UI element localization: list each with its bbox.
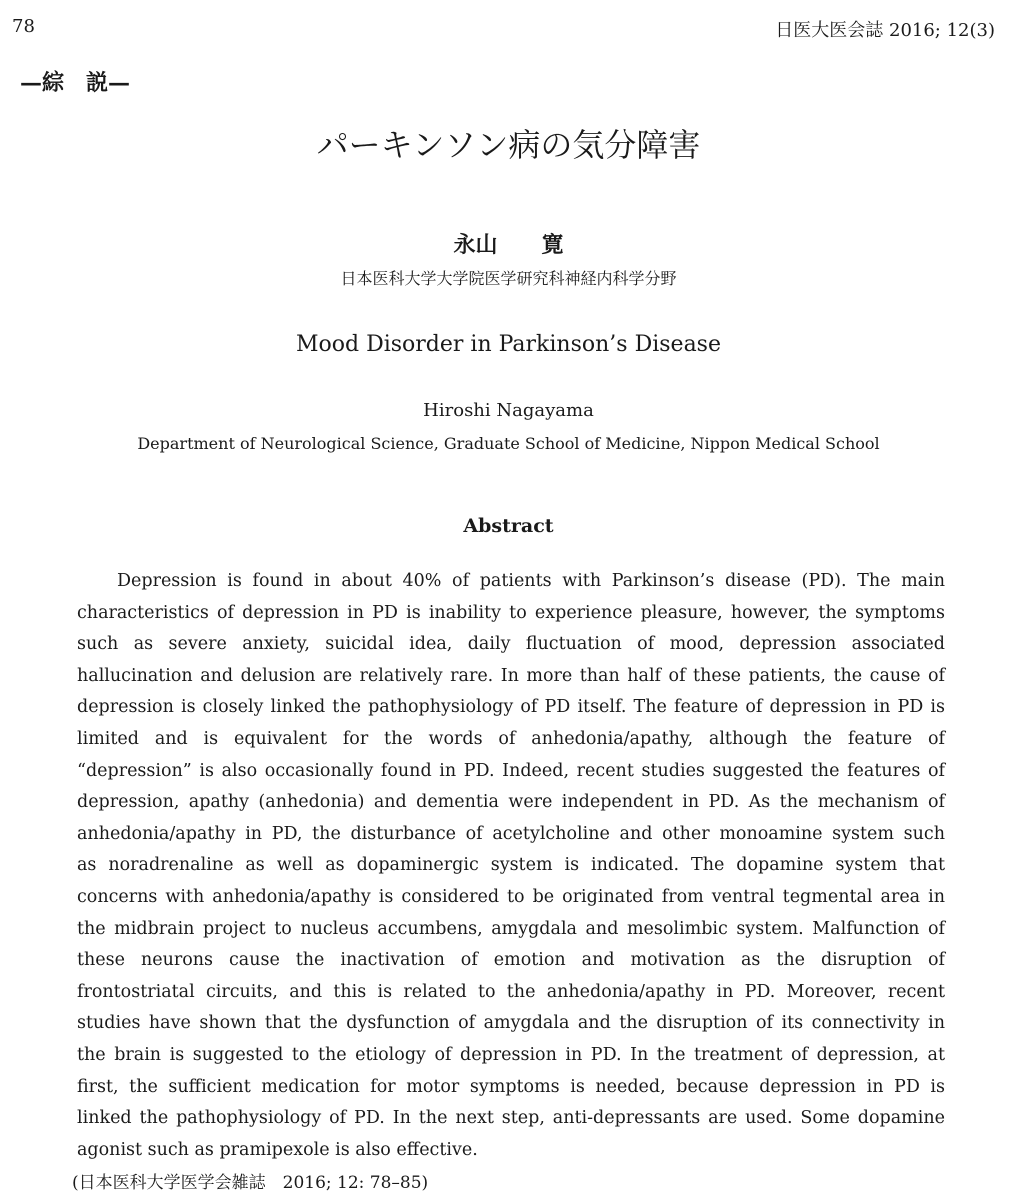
abstract-line: the midbrain project to nucleus accumbens, amygdala and mesolimbic system. Malfunction of [77,918,945,939]
abstract-heading: Abstract [463,515,554,537]
english-affiliation: Department of Neurological Science, Graduate School of Medicine, Nippon Medical School [137,434,880,453]
section-label: —綜 説— [20,70,131,96]
citation: (日本医科大学医学会雑誌 2016; 12: 78–85) [72,1173,429,1193]
english-author: Hiroshi Nagayama [423,400,594,421]
abstract-line: first, the sufficient medication for motor symptoms is needed, because depression in PD is [77,1076,945,1097]
abstract-line: agonist such as pramipexole is also effective. [77,1139,478,1160]
abstract-line: limited and is equivalent for the words of anhedonia/apathy, although the feature of [77,728,945,749]
abstract-line: Depression is found in about 40% of patients with Parkinson’s disease (PD). The main [117,571,945,591]
abstract-line: the brain is suggested to the etiology of depression in PD. In the treatment of depression, at [77,1044,945,1065]
abstract-line: anhedonia/apathy in PD, the disturbance of acetylcholine and other monoamine system such [77,823,945,844]
page-number: 78 [12,16,35,37]
abstract-line: studies have shown that the dysfunction of amygdala and the disruption of its connectivity in [77,1013,945,1034]
japanese-title: パーキンソン病の気分障害 [316,126,701,164]
journal-reference: 日医大医会誌 2016; 12(3) [775,20,995,41]
abstract-line: concerns with anhedonia/apathy is considered to be originated from ventral tegmental area in [77,886,945,907]
abstract-body [77,566,945,1166]
abstract-line: depression is closely linked the pathophysiology of PD itself. The feature of depression in PD is [77,697,945,718]
abstract-line: hallucination and delusion are relatively rare. In more than half of these patients, the cause of [77,665,945,686]
abstract-line: such as severe anxiety, suicidal idea, daily fluctuation of mood, depression associated [77,634,945,655]
abstract-line: frontostriatal circuits, and this is related to the anhedonia/apathy in PD. Moreover, recent [77,981,945,1002]
japanese-author: 永山 寛 [453,232,564,258]
english-title: Mood Disorder in Parkinson’s Disease [295,332,721,357]
abstract-line: these neurons cause the inactivation of emotion and motivation as the disruption of [77,950,945,971]
japanese-affiliation: 日本医科大学大学院医学研究科神経内科学分野 [340,269,677,288]
abstract-line: depression, apathy (anhedonia) and dementia were independent in PD. As the mechanism of [77,792,945,813]
abstract-line: linked the pathophysiology of PD. In the next step, anti-depressants are used. Some dopamine [77,1108,945,1129]
abstract-line: “depression” is also occasionally found in PD. Indeed, recent studies suggested the features of [77,760,945,781]
abstract-line: characteristics of depression in PD is inability to experience pleasure, however, the symptoms [77,602,945,623]
abstract-line: as noradrenaline as well as dopaminergic system is indicated. The dopamine system that [77,855,945,876]
